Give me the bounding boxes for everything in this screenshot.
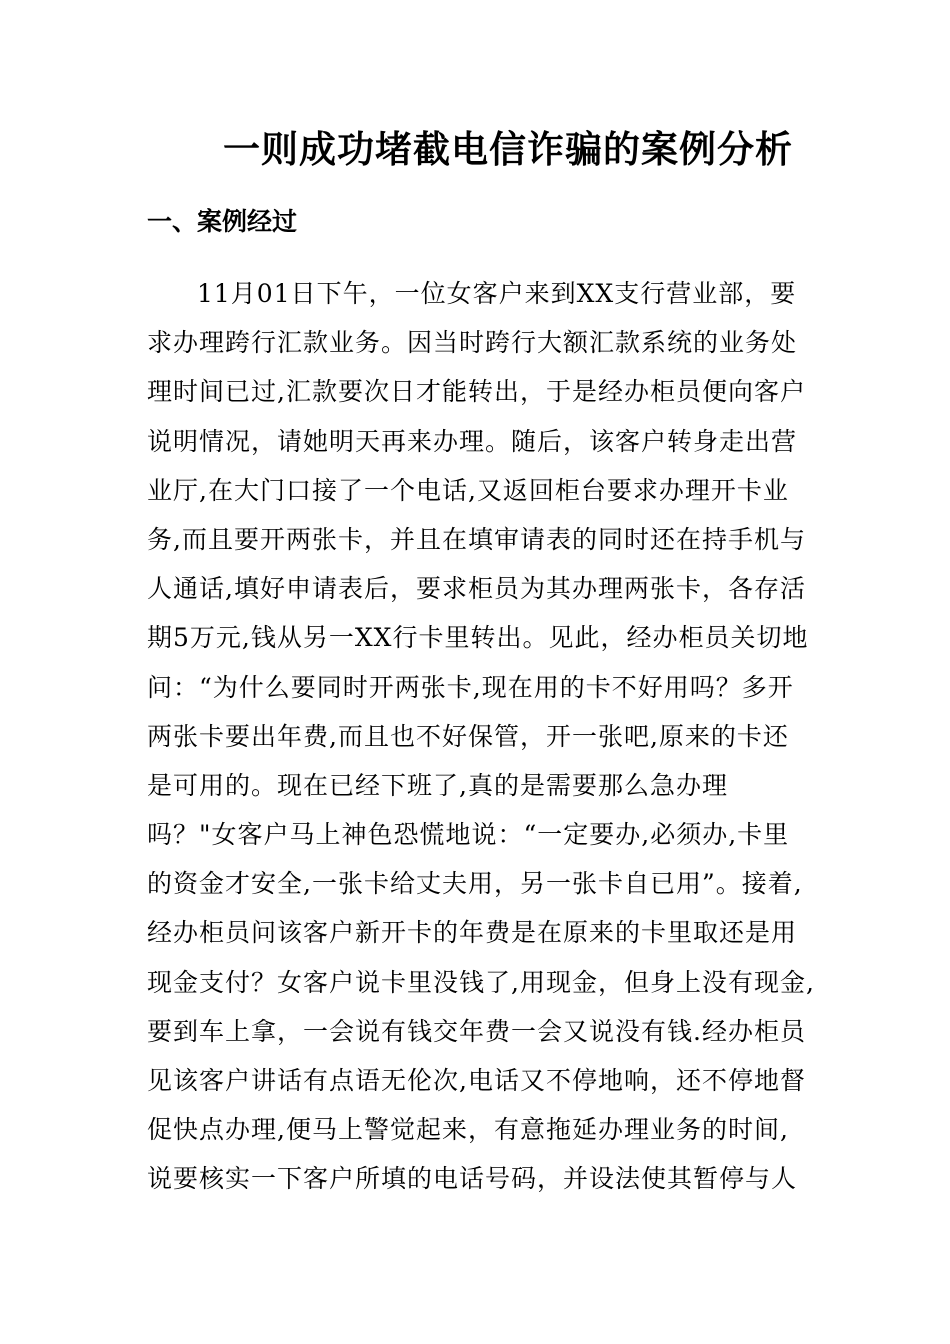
paragraph-line: 现金支付？女客户说卡里没钱了,用现金，但身上没有现金, (147, 967, 815, 997)
paragraph-line: 要到车上拿，一会说有钱交年费一会又说没有钱.经办柜员 (147, 1016, 806, 1046)
paragraph-line: 说要核实一下客户所填的电话号码，并设法使其暂停与人 (147, 1164, 798, 1194)
paragraph-line: 吗？"女客户马上神色恐慌地说：“一定要办,必须办,卡里 (147, 820, 790, 850)
paragraph-line: 说明情况，请她明天再来办理。随后，该客户转身走出营 (147, 426, 798, 456)
section-heading: 一、案例经过 (147, 207, 298, 236)
paragraph-line: 务,而且要开两张卡，并且在填审请表的同时还在持手机与 (147, 524, 806, 554)
paragraph-line: 两张卡要出年费,而且也不好保管，开一张吧,原来的卡还 (147, 721, 789, 751)
paragraph-line: 求办理跨行汇款业务。因当时跨行大额汇款系统的业务处 (147, 328, 798, 358)
paragraph-line: 理时间已过,汇款要次日才能转出，于是经办柜员便向客户 (147, 377, 806, 407)
paragraph-line: 业厅,在大门口接了一个电话,又返回柜台要求办理开卡业 (147, 475, 789, 505)
paragraph-line: 的资金才安全,一张卡给丈夫用，另一张卡自已用”。接着, (147, 869, 803, 899)
paragraph-line: 促快点办理,便马上警觉起来，有意拖延办理业务的时间, (147, 1115, 789, 1145)
document-title: 一则成功堵截电信诈骗的案例分析 (223, 128, 793, 171)
paragraph-line: 经办柜员问该客户新开卡的年费是在原来的卡里取还是用 (147, 918, 798, 948)
paragraph-line: 人通话,填好申请表后，要求柜员为其办理两张卡，各存活 (147, 574, 806, 604)
paragraph-line: 是可用的。现在已经下班了,真的是需要那么急办理 (147, 770, 728, 800)
body-text (147, 276, 827, 1211)
paragraph-line: 期5万元,钱从另一XX行卡里转出。见此，经办柜员关切地 (147, 623, 809, 653)
paragraph-line: 11月01日下午，一位女客户来到XX支行营业部，要 (197, 279, 797, 308)
paragraph-line: 问：“为什么要同时开两张卡,现在用的卡不好用吗？多开 (147, 672, 794, 702)
paragraph-line: 见该客户讲话有点语无伦次,电话又不停地响，还不停地督 (147, 1066, 806, 1095)
